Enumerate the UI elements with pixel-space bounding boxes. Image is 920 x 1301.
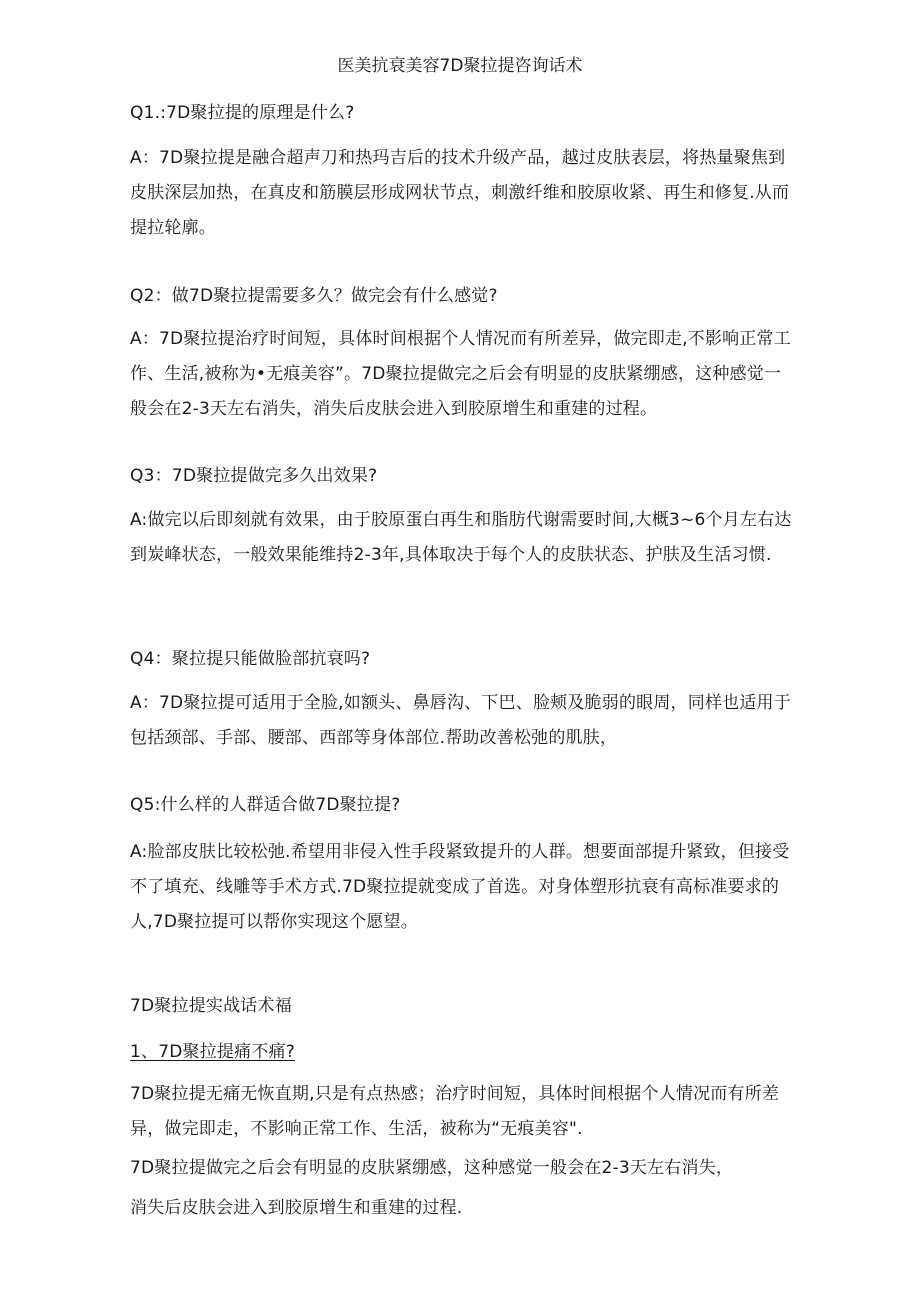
- faq-question-1: Q1.:7D聚拉提的原理是什么?: [130, 103, 355, 123]
- document-title: 医美抗衰美容7D聚拉提咨询话术: [337, 56, 583, 76]
- faq-question-2: Q2：做7D聚拉提需要多久？做完会有什么感觉?: [130, 286, 498, 306]
- practice-item-1-paragraph-2-line-1: 7D聚拉提做完之后会有明显的皮肤紧绷感，这种感觉一般会在2-3天左右消失，: [130, 1158, 734, 1178]
- faq-answer-3: A:做完以后即刻就有效果，由于胶原蛋白再生和脂肪代谢需要时间,大概3~6个月左右达到炭峰状态，一般效果能维持2-3年,具体取决于每个人的皮肤状态、护肤及生活习惯.: [130, 510, 792, 565]
- faq-question-5: Q5:什么样的人群适合做7D聚拉提?: [130, 795, 401, 815]
- section-title: 7D聚拉提实战话术福: [130, 996, 292, 1016]
- practice-item-1-heading: 1、7D聚拉提痛不痛?: [130, 1042, 295, 1062]
- practice-item-1-paragraph-2-line-2: 消失后皮肤会进入到胶原增生和重建的过程.: [130, 1198, 463, 1218]
- faq-answer-5: A:脸部皮肤比较松弛.希望用非侵入性手段紧致提升的人群。想要面部提升紧致，但接受不了填充、线雕等手术方式.7D聚拉提就变成了首选。对身体塑形抗衰有高标准要求的人,7D聚拉提可以帮你实现这个愿望。: [130, 842, 790, 932]
- practice-item-1-paragraph-1: 7D聚拉提无痛无恢直期,只是有点热感；治疗时间短，具体时间根据个人情况而有所差异，做完即走，不影响正常工作、生活，被称为“无痕美容".: [130, 1084, 780, 1139]
- faq-answer-4: A：7D聚拉提可适用于全脸,如额头、鼻唇沟、下巴、脸颊及脆弱的眼周，同样也适用于包括颈部、手部、腰部、西部等身体部位.帮助改善松弛的肌肤，: [130, 693, 791, 748]
- faq-question-3: Q3：7D聚拉提做完多久出效果?: [130, 466, 378, 486]
- faq-answer-1: A：7D聚拉提是融合超声刀和热玛吉后的技术升级产品，越过皮肤表层，将热量聚焦到皮肤深层加热，在真皮和筋膜层形成网状节点，刺激纤维和胶原收紧、再生和修复.从而提拉轮廓。: [130, 148, 790, 238]
- faq-answer-2: A：7D聚拉提治疗时间短，具体时间根据个人情况而有所差异，做完即走,不影响正常工作、生活,被称为•无痕美容”。7D聚拉提做完之后会有明显的皮肤紧绷感，这种感觉一般会在2-3天左右消失，消失后皮肤会进入到胶原增生和重建的过程。: [130, 329, 791, 419]
- faq-question-4: Q4：聚拉提只能做脸部抗衰吗?: [130, 649, 371, 669]
